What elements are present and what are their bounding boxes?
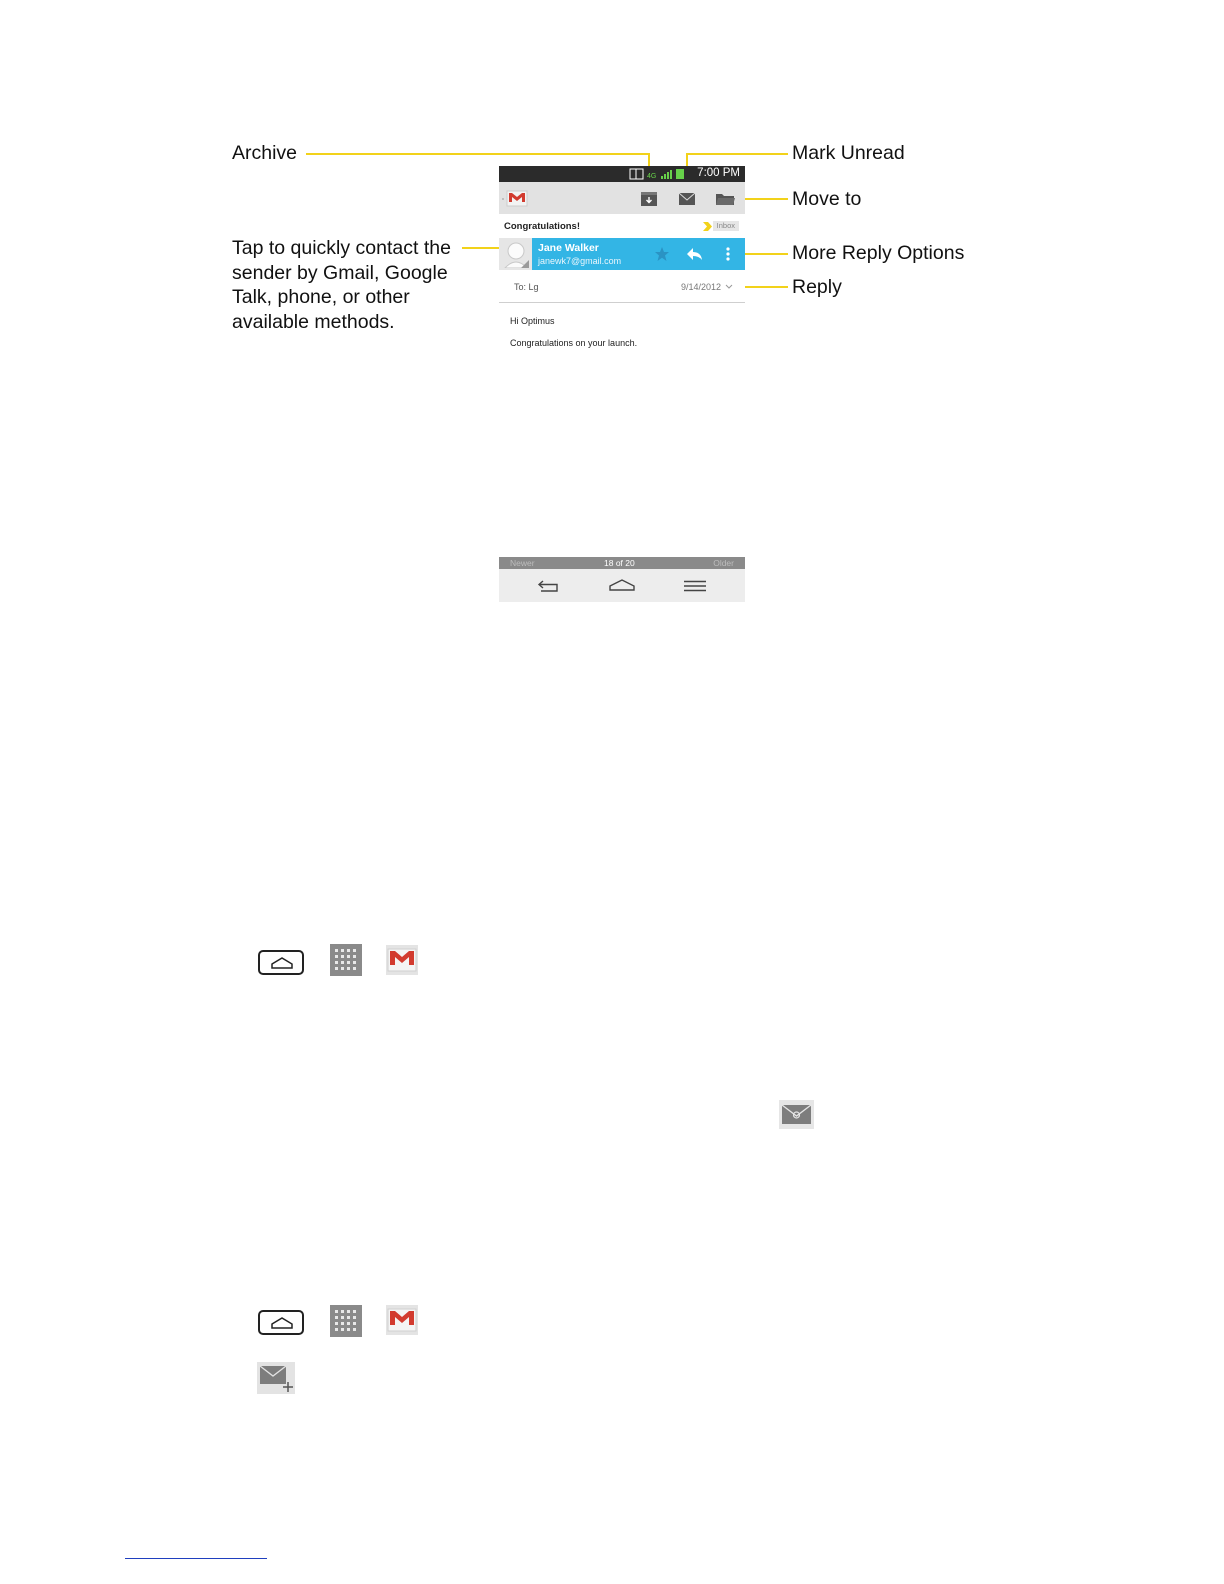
callout-archive: Archive: [232, 142, 298, 164]
home-key-icon-2: [258, 1310, 304, 1335]
avatar-person-icon: [503, 241, 529, 268]
status-clock: 7:00 PM: [697, 167, 740, 179]
pager-position: 18 of 20: [604, 558, 635, 568]
home-key-icon: [258, 950, 304, 975]
sender-email: janewk7@gmail.com: [538, 256, 622, 266]
apps-grid-glyph: [330, 944, 362, 976]
star-icon[interactable]: [654, 246, 670, 262]
contact-line-4: available methods.: [232, 310, 395, 333]
mark-unread-icon[interactable]: [678, 192, 696, 206]
sender-bar[interactable]: [499, 238, 745, 270]
mark-unread-inline-glyph: [779, 1100, 814, 1129]
contact-line-3: Talk, phone, or other: [232, 286, 410, 308]
status-icons: [629, 168, 691, 180]
status-bar: [499, 166, 745, 182]
gmail-glyph: [386, 945, 418, 975]
recipients-text: To: Lg: [514, 282, 539, 292]
home-key-glyph: [270, 956, 294, 970]
gmail-message-screenshot: [499, 166, 745, 602]
apps-icon: [330, 944, 362, 976]
important-marker-icon[interactable]: [703, 222, 712, 231]
compose-icon: [257, 1362, 295, 1394]
overflow-menu-icon[interactable]: [725, 246, 731, 262]
home-icon[interactable]: [608, 578, 636, 592]
move-to-leader-line: [738, 198, 788, 200]
recipients-row[interactable]: [499, 276, 745, 303]
archive-icon[interactable]: [640, 191, 658, 207]
gmail-icon: [386, 945, 418, 975]
navigation-bar: [499, 569, 745, 602]
callout-contact-sender: [232, 236, 451, 334]
svg-text:4G: 4G: [647, 173, 657, 180]
message-body: Congratulations on your launch.: [510, 338, 638, 348]
callout-move-to: Move to: [792, 188, 862, 210]
move-to-folder-icon[interactable]: [715, 191, 735, 206]
apps-grid-glyph-2: [330, 1305, 362, 1337]
subject-row: [499, 216, 745, 236]
footnote-rule: [125, 1558, 267, 1559]
contact-line-1: Tap to quickly contact the: [232, 237, 451, 259]
action-bar: [499, 182, 745, 214]
mark-unread-inline-icon: [779, 1100, 814, 1129]
message-pager: [499, 557, 745, 569]
back-icon[interactable]: [537, 578, 561, 594]
message-subject: Congratulations!: [504, 221, 580, 232]
gmail-icon-2: [386, 1305, 418, 1335]
archive-leader-line: [306, 153, 649, 155]
expand-details-icon[interactable]: [725, 284, 733, 290]
callout-reply: Reply: [792, 276, 842, 298]
message-greeting: Hi Optimus: [510, 316, 555, 326]
sender-avatar[interactable]: [499, 238, 532, 270]
sender-name: Jane Walker: [538, 242, 599, 254]
apps-icon-2: [330, 1305, 362, 1337]
gmail-app-icon[interactable]: [501, 189, 531, 209]
home-key-glyph-2: [270, 1316, 294, 1330]
newer-button[interactable]: Newer: [510, 558, 535, 568]
contact-line-2: sender by Gmail, Google: [232, 261, 448, 284]
gmail-glyph-2: [386, 1305, 418, 1335]
compose-glyph: [257, 1362, 295, 1394]
menu-icon[interactable]: [683, 580, 707, 592]
message-date: 9/14/2012: [680, 282, 721, 292]
mark-unread-leader-line: [686, 153, 788, 155]
callout-mark-unread: Mark Unread: [792, 142, 905, 164]
reply-icon[interactable]: [686, 246, 704, 262]
callout-more-reply-options: More Reply Options: [792, 242, 965, 264]
older-button[interactable]: Older: [713, 558, 734, 568]
inbox-label[interactable]: Inbox: [713, 221, 739, 231]
